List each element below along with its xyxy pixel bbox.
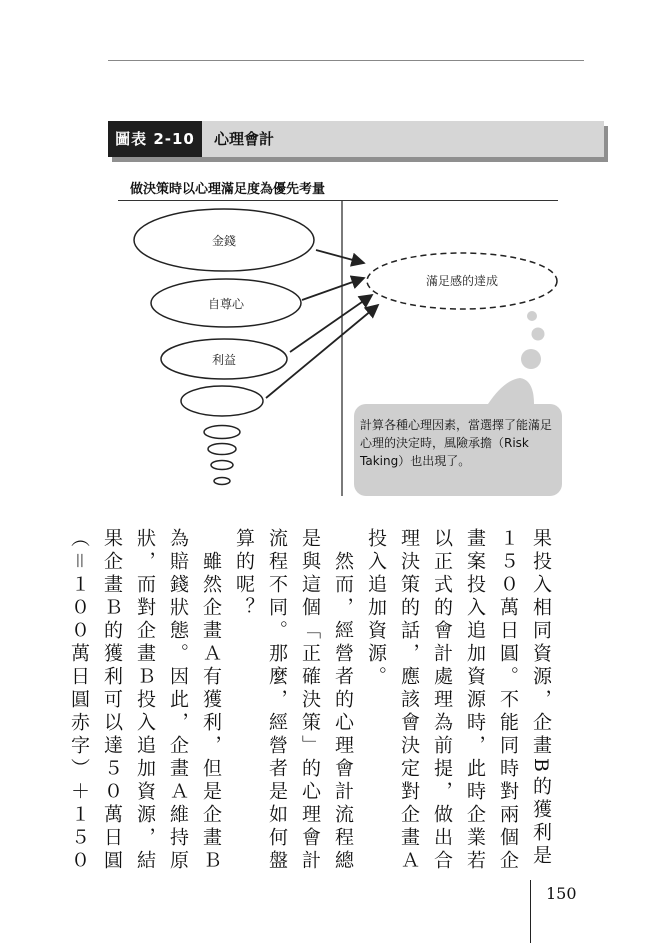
diagram-title: 做決策時以心理滿足度為優先考量 [130, 182, 326, 197]
body-column: 理決策的話，應該會決定對企畫Ａ [398, 528, 420, 873]
body-column: 以正式的會計處理為前提，做出合 [431, 528, 453, 873]
footer-rule [530, 880, 531, 943]
note-text: 計算各種心理因素，當選擇了能滿足心理的決定時，風險承擔（Risk Taking）也出現了。 [360, 418, 553, 468]
body-column: 然而，經營者的心理會計流程總 [332, 528, 354, 873]
arrow-money [316, 250, 364, 263]
factor-label-self-esteem: 自尊心 [207, 297, 244, 311]
figure-title: 心理會計 [214, 130, 275, 148]
body-column: （＝１００萬日圓赤字）＋１５０ [68, 528, 90, 874]
goal-label: 滿足感的達成 [425, 274, 498, 288]
body-column: 是與這個「正確決策」的心理會計 [299, 528, 321, 873]
figure-tag: 圖表 2-10 [108, 121, 202, 157]
body-column: 狀，而對企畫Ｂ投入追加資源，結 [134, 528, 156, 873]
page-number: 150 [546, 884, 577, 903]
body-column: 算的呢？ [233, 528, 255, 620]
body-column: 投入追加資源。 [365, 528, 387, 689]
funnel-ellipse-4 [181, 386, 263, 416]
note-box-tail [488, 378, 534, 404]
funnel-ellipse-8 [214, 478, 230, 485]
body-column: 畫案投入追加資源時，此時企業若 [464, 528, 486, 873]
body-column: 雖然企畫Ａ有獲利，但是企畫Ｂ [200, 528, 222, 873]
funnel-ellipse-7 [211, 461, 233, 470]
body-column: 為賠錢狀態。因此，企畫Ａ維持原 [167, 528, 189, 873]
body-column: 果投入相同資源，企畫B的獲利是 [530, 528, 552, 868]
body-column: 流程不同。那麼，經營者是如何盤 [266, 528, 288, 873]
factor-label-money: 金錢 [211, 234, 236, 248]
body-column: 果企畫Ｂ的獲利可以達５０萬日圓 [101, 528, 123, 873]
thought-dot-1 [527, 311, 537, 321]
funnel-ellipse-6 [208, 444, 236, 455]
factor-label-profit: 利益 [211, 353, 236, 367]
thought-dot-2 [532, 328, 545, 341]
arrow-self-esteem [302, 278, 364, 300]
body-text [62, 528, 590, 880]
thought-dot-3 [521, 349, 541, 369]
funnel-ellipse-5 [204, 426, 240, 439]
body-column: １５０萬日圓。不能同時對兩個企 [497, 528, 519, 873]
